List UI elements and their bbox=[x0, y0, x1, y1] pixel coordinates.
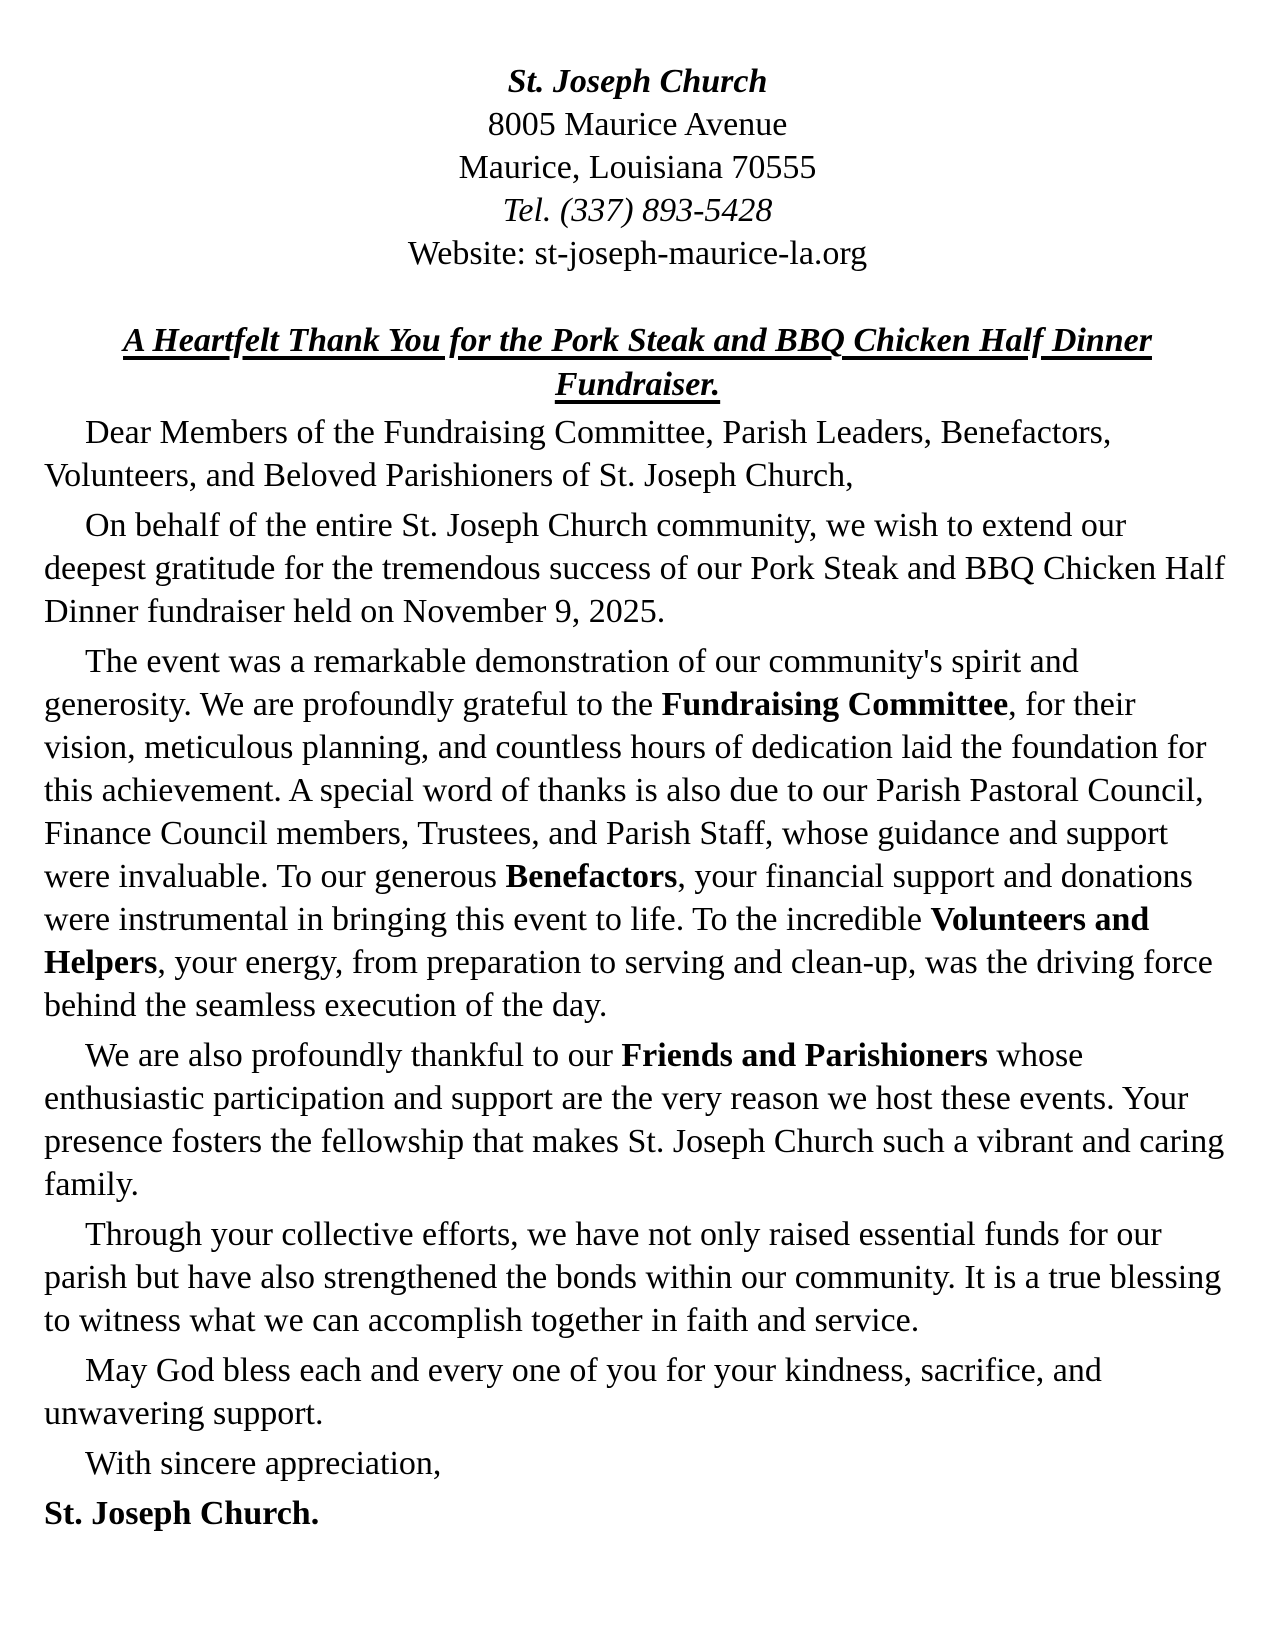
text-run: Through your collective efforts, we have not only raised essential funds for our parish but have also strengthened the bonds within our community. It is a true blessing to witness what we can accomplish together in faith and service. bbox=[44, 1216, 1222, 1339]
letterhead bbox=[44, 60, 1231, 275]
paragraph bbox=[44, 411, 1231, 497]
letter-body bbox=[44, 411, 1231, 1535]
text-run: With sincere appreciation, bbox=[85, 1445, 442, 1482]
text-run: , for their vision, meticulous planning, and countless hours of dedication laid the foundation for this achievement. A special word of thanks is also due to our Parish Pastoral Council, Finance Council members, Trustees, and Parish Staff, whose guidance and support were invaluable. To our generous bbox=[44, 686, 1207, 895]
paragraph bbox=[44, 1213, 1231, 1342]
paragraph bbox=[44, 1034, 1231, 1206]
text-run: , your energy, from preparation to serving and clean-up, was the driving force behind the seamless execution of the day. bbox=[44, 944, 1213, 1024]
bold-text-run: Friends and Parishioners bbox=[621, 1037, 988, 1074]
text-run: , your financial support and donations were instrumental in bringing this event to life. To the incredible bbox=[44, 858, 1193, 938]
letter-title bbox=[50, 319, 1225, 407]
letterhead-phone: Tel. (337) 893-5428 bbox=[502, 192, 773, 229]
text-run: May God bless each and every one of you for your kindness, sacrifice, and unwavering support. bbox=[44, 1352, 1102, 1432]
letterhead-website: Website: st-joseph-maurice-la.org bbox=[407, 235, 868, 272]
text-run: whose enthusiastic participation and support are the very reason we host these events. Your presence fosters the fellowship that makes St. Joseph Church such a vibrant and caring family. bbox=[44, 1037, 1225, 1203]
paragraph bbox=[44, 1492, 1231, 1535]
paragraph bbox=[44, 1442, 1231, 1485]
text-run: Dear Members of the Fundraising Committee, Parish Leaders, Benefactors, Volunteers, and Beloved Parishioners of St. Joseph Church, bbox=[44, 414, 1112, 494]
paragraph bbox=[44, 640, 1231, 1027]
bold-text-run: Volunteers and Helpers bbox=[44, 901, 1150, 981]
bold-text-run: Benefactors bbox=[505, 858, 678, 895]
letterhead-church-name: St. Joseph Church bbox=[507, 63, 768, 100]
text-run: On behalf of the entire St. Joseph Church community, we wish to extend our deepest gratitude for the tremendous success of our Pork Steak and BBQ Chicken Half Dinner fundraiser held on November 9, 2025. bbox=[44, 507, 1226, 630]
bold-text-run: Fundraising Committee bbox=[661, 686, 1009, 723]
text-run: We are also profoundly thankful to our bbox=[85, 1037, 622, 1074]
paragraph bbox=[44, 504, 1231, 633]
bold-text-run: St. Joseph Church. bbox=[44, 1495, 320, 1532]
paragraph bbox=[44, 1349, 1231, 1435]
letter-title-text: A Heartfelt Thank You for the Pork Steak and BBQ Chicken Half Dinner Fundraiser. bbox=[123, 322, 1152, 403]
letterhead-city-state-zip: Maurice, Louisiana 70555 bbox=[458, 149, 817, 186]
text-run: The event was a remarkable demonstration of our community's spirit and generosity. We are profoundly grateful to the bbox=[44, 643, 1079, 723]
letterhead-street-address: 8005 Maurice Avenue bbox=[487, 106, 788, 143]
